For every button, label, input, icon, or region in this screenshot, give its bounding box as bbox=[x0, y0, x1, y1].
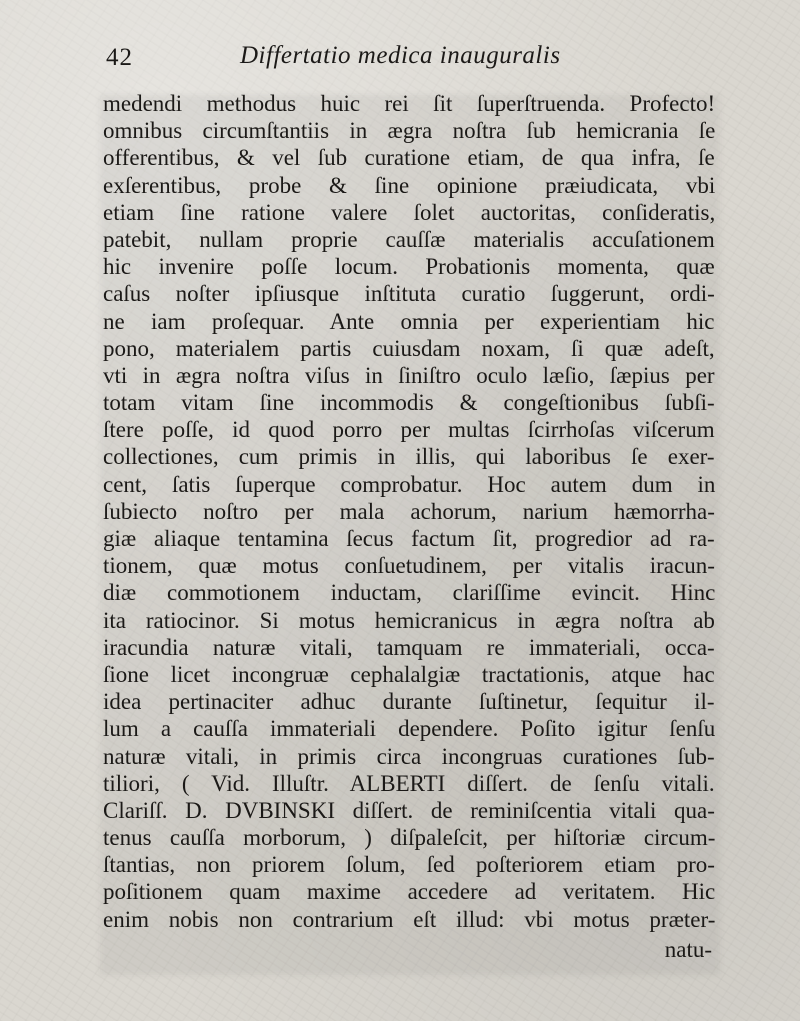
text-line: omnibus circumſtantiis in ægra noſtra ſub hemicrania ſe bbox=[103, 118, 716, 144]
text-line: iracundia naturæ vitali, tamquam re immateriali, occa- bbox=[103, 634, 715, 660]
catchword: natu- bbox=[664, 937, 712, 962]
text-line: ſtantias, non priorem ſolum, ſed poſteriorem etiam pro- bbox=[103, 852, 715, 878]
text-line: tiliori, ( Vid. Illuſtr. ALBERTI diſſert. de ſenſu vitali. bbox=[103, 770, 715, 796]
text-line: medendi methodus huic rei ſit ſuperſtruenda. Profecto! bbox=[103, 91, 716, 116]
text-line: giæ aliaque tentamina ſecus factum ſit, progredior ad ra- bbox=[103, 526, 715, 551]
text-line: poſitionem quam maxime accedere ad veritatem. Hic bbox=[103, 879, 716, 905]
running-title: Differtatio medica inauguralis bbox=[240, 42, 561, 69]
text-line: vti in ægra noſtra viſus in ſiniſtro oculo læſio, ſæpius per bbox=[103, 362, 715, 388]
text-line: collectiones, cum primis in illis, qui laboribus ſe exer- bbox=[103, 444, 715, 470]
text-line: Clariſſ. D. DVBINSKI diſſert. de reminiſcentia vitali qua- bbox=[103, 797, 715, 823]
page-header bbox=[100, 40, 720, 80]
text-line: naturæ vitali, in primis circa incongruas curationes ſub- bbox=[103, 743, 715, 769]
text-line: lum a cauſſa immateriali dependere. Poſito igitur ſenſu bbox=[103, 716, 716, 742]
text-line: ne iam proſequar. Ante omnia per experientiam hic bbox=[103, 308, 715, 334]
text-line: pono, materialem partis cuiusdam noxam, ſi quæ adeſt, bbox=[103, 335, 715, 361]
text-line: exſerentibus, probe & ſine opinione præiudicata, vbi bbox=[103, 172, 716, 198]
text-line: enim nobis non contrarium eſt illud: vbi motus præter- bbox=[103, 906, 716, 932]
text-line: offerentibus, & vel ſub curatione etiam, de qua infra, ſe bbox=[103, 145, 715, 171]
text-line: ita ratiocinor. Si motus hemicranicus in ægra noſtra ab bbox=[103, 607, 715, 633]
text-line: ſtere poſſe, id quod porro per multas ſcirrhoſas viſcerum bbox=[103, 417, 715, 443]
text-line: idea pertinaciter adhuc durante ſuſtinetur, ſequitur il- bbox=[103, 689, 715, 715]
body-text bbox=[103, 90, 715, 933]
text-line: patebit, nullam proprie cauſſæ materialis accuſationem bbox=[103, 226, 715, 252]
text-line: diæ commotionem inductam, clariſſime evincit. Hinc bbox=[103, 580, 716, 606]
text-line: totam vitam ſine incommodis & congeſtionibus ſubſi- bbox=[103, 390, 715, 416]
text-line: cent, ſatis ſuperque comprobatur. Hoc autem dum in bbox=[103, 471, 716, 497]
text-line: etiam ſine ratione valere ſolet auctoritas, conſideratis, bbox=[103, 199, 716, 225]
text-line: ſione licet incongruæ cephalalgiæ tractationis, atque hac bbox=[103, 661, 715, 687]
text-line: tenus cauſſa morborum, ) diſpaleſcit, per hiſtoriæ circum- bbox=[103, 825, 716, 851]
page-number: 42 bbox=[106, 44, 133, 71]
text-line: ſubiecto noſtro per mala achorum, narium hæmorrha- bbox=[103, 498, 715, 524]
text-line: hic invenire poſſe locum. Probationis momenta, quæ bbox=[103, 254, 715, 280]
text-line: caſus noſter ipſiusque inſtituta curatio ſuggerunt, ordi- bbox=[103, 281, 715, 307]
text-line: tionem, quæ motus conſuetudinem, per vitalis iracun- bbox=[103, 553, 715, 579]
